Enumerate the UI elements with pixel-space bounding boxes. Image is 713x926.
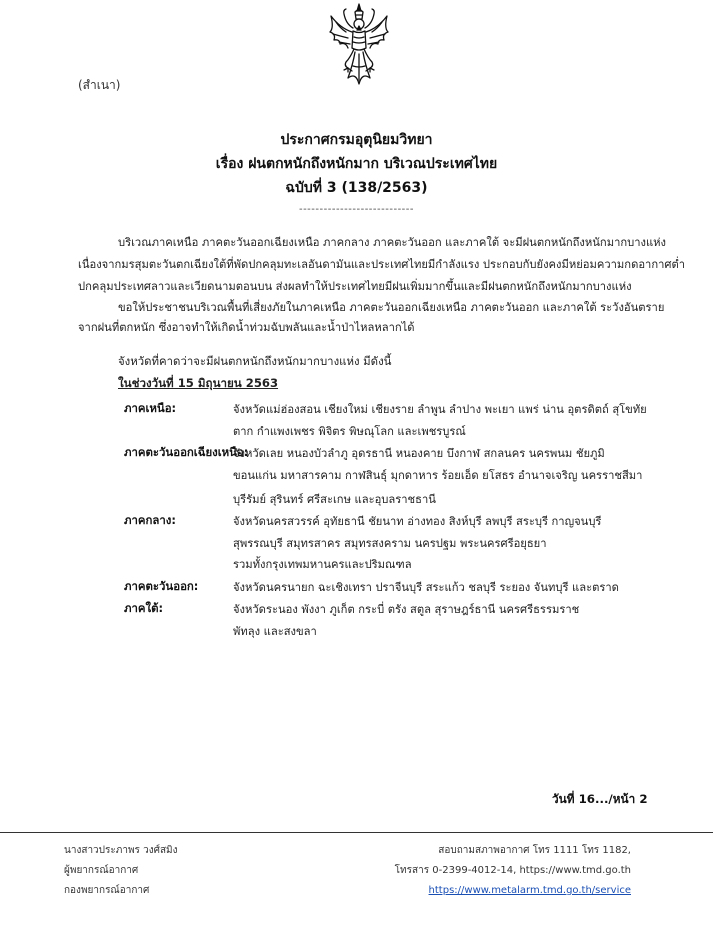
region-northeast-line-3: บุรีรัมย์ สุรินทร์ ศรีสะเกษ และอุบลราชธานี (233, 493, 436, 506)
region-label-northeast: ภาคตะวันออกเฉียงเหนือ: (124, 445, 249, 459)
next-page-marker: วันที่ 16.../หน้า 2 (552, 792, 648, 806)
region-south-line-2: พัทลุง และสงขลา (233, 625, 317, 638)
region-central-line-1: จังหวัดนครสวรรค์ อุทัยธานี ชัยนาท อ่างทอง สิงห์บุรี ลพบุรี สระบุรี กาญจนบุรี (233, 515, 602, 528)
footer-contact-fax: โทรสาร 0-2399-4012-14, https://www.tmd.go.th (394, 865, 631, 876)
region-label-east: ภาคตะวันออก: (124, 579, 199, 593)
footer-author-role: ผู้พยากรณ์อากาศ (64, 865, 139, 876)
region-label-north: ภาคเหนือ: (124, 401, 177, 415)
paragraph-1-line-2: เนื่องจากมรสุมตะวันตกเฉียงใต้ที่พัดปกคลุมทะเลอันดามันและประเทศไทยมีกำลังแรง ประกอบกับยังคงมีหย่อมความกดอากาศต่ำ (78, 258, 686, 271)
title-separator: ---------------------------- (298, 204, 415, 215)
paragraph-2-line-2: จากฝนที่ตกหนัก ซึ่งอาจทำให้เกิดน้ำท่วมฉับพลันและน้ำป่าไหลหลากได้ (78, 321, 415, 334)
province-intro: จังหวัดที่คาดว่าจะมีฝนตกหนักถึงหนักมากบางแห่ง มีดังนี้ (118, 354, 392, 368)
garuda-emblem-icon (326, 2, 392, 90)
footer-service-link[interactable]: https://www.metalarm.tmd.go.th/service (428, 885, 631, 896)
region-label-central: ภาคกลาง: (124, 513, 176, 527)
region-central-line-3: รวมทั้งกรุงเทพมหานครและปริมณฑล (233, 558, 412, 571)
region-label-south: ภาคใต้: (124, 601, 164, 615)
paragraph-2-line-1: ขอให้ประชาชนบริเวณพื้นที่เสี่ยงภัยในภาคเหนือ ภาคตะวันออกเฉียงเหนือ ภาคตะวันออก และภาคใต้ ระวังอันตราย (118, 301, 665, 314)
copy-mark: (สำเนา) (78, 78, 121, 92)
region-north-line-2: ตาก กำแพงเพชร พิจิตร พิษณุโลก และเพชรบูรณ์ (233, 425, 466, 438)
region-central-line-2: สุพรรณบุรี สมุทรสาคร สมุทรสงคราม นครปฐม พระนครศรีอยุธยา (233, 537, 547, 550)
title-line-1: ประกาศกรมอุตุนิยมวิทยา (280, 132, 433, 148)
region-northeast-line-1: จังหวัดเลย หนองบัวลำภู อุดรธานี หนองคาย บึงกาฬ สกลนคร นครพนม ชัยภูมิ (233, 447, 605, 460)
title-line-2: เรื่อง ฝนตกหนักถึงหนักมาก บริเวณประเทศไทย (215, 156, 498, 172)
region-northeast-line-2: ขอนแก่น มหาสารคาม กาฬสินธุ์ มุกดาหาร ร้อยเอ็ด ยโสธร อำนาจเจริญ นครราชสีมา (233, 469, 643, 482)
document-title (0, 128, 713, 215)
paragraph-1-line-3: ปกคลุมประเทศลาวและเวียดนามตอนบน ส่งผลทำให้ประเทศไทยมีฝนเพิ่มมากขึ้นและมีฝนตกหนักถึงหนักมากบางแห่ง (78, 280, 632, 293)
region-south-line-1: จังหวัดระนอง พังงา ภูเก็ต กระบี่ ตรัง สตูล สุราษฎร์ธานี นครศรีธรรมราช (233, 603, 580, 616)
footer-contact-phone: สอบถามสภาพอากาศ โทร 1111 โทร 1182, (438, 845, 631, 856)
footer-author-name: นางสาวประภาพร วงศ์สมิง (64, 845, 178, 856)
title-line-3: ฉบับที่ 3 (138/2563) (285, 180, 428, 196)
region-north-line-1: จังหวัดแม่ฮ่องสอน เชียงใหม่ เชียงราย ลำพูน ลำปาง พะเยา แพร่ น่าน อุตรดิตถ์ สุโขทัย (233, 403, 647, 416)
region-east-line-1: จังหวัดนครนายก ฉะเชิงเทรา ปราจีนบุรี สระแก้ว ชลบุรี ระยอง จันทบุรี และตราด (233, 581, 619, 594)
footer-author-division: กองพยากรณ์อากาศ (64, 885, 150, 896)
paragraph-1-line-1: บริเวณภาคเหนือ ภาคตะวันออกเฉียงเหนือ ภาคกลาง ภาคตะวันออก และภาคใต้ จะมีฝนตกหนักถึงหนักมากบางแห่ง (118, 236, 667, 249)
footer-divider (0, 832, 713, 833)
forecast-period: ในช่วงวันที่ 15 มิถุนายน 2563 (118, 376, 279, 390)
